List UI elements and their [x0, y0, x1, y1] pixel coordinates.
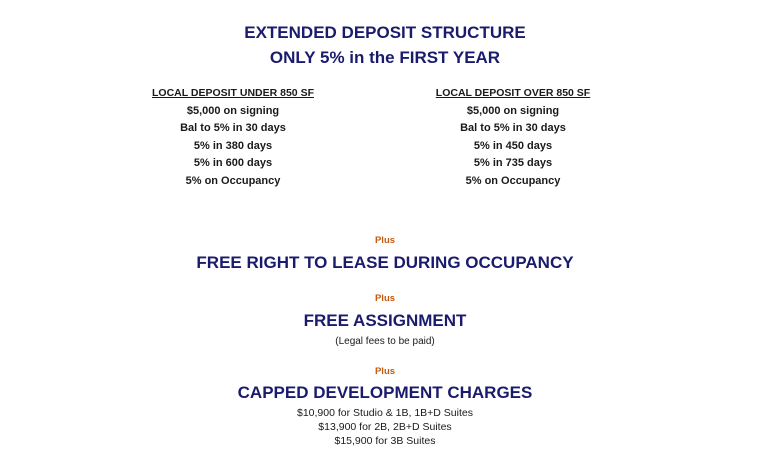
- deposit-under-item: 5% on Occupancy: [185, 174, 281, 187]
- main-subtitle: ONLY 5% in the FIRST YEAR: [269, 48, 501, 67]
- plus-label: Plus: [374, 293, 396, 304]
- deposit-over-850: [363, 85, 663, 190]
- charge-line: $15,900 for 3B Suites: [334, 435, 436, 447]
- free-right-to-lease-heading: FREE RIGHT TO LEASE DURING OCCUPANCY: [196, 253, 574, 272]
- legal-fees-note: (Legal fees to be paid): [335, 336, 435, 347]
- deposit-under-item: Bal to 5% in 30 days: [180, 122, 286, 134]
- deposit-over-item: 5% in 450 days: [473, 139, 553, 152]
- deposit-over-item: 5% in 735 days: [473, 157, 553, 169]
- capped-development-charges-heading: CAPPED DEVELOPMENT CHARGES: [237, 383, 533, 402]
- deposit-under-850: [83, 85, 383, 190]
- deposit-under-item: 5% in 380 days: [193, 139, 273, 152]
- plus-label: Plus: [374, 366, 396, 377]
- deposit-under-item: $5,000 on signing: [186, 104, 280, 117]
- deposit-under-item: 5% in 600 days: [193, 157, 273, 169]
- deposit-over-item: $5,000 on signing: [466, 104, 560, 117]
- plus-label: Plus: [374, 235, 396, 246]
- charge-line: $13,900 for 2B, 2B+D Suites: [318, 421, 452, 433]
- charge-line: $10,900 for Studio & 1B, 1B+D Suites: [297, 407, 473, 419]
- main-title: EXTENDED DEPOSIT STRUCTURE: [244, 23, 526, 42]
- deposit-over-item: 5% on Occupancy: [465, 174, 561, 187]
- deposit-under-heading: LOCAL DEPOSIT UNDER 850 SF: [151, 87, 314, 99]
- deposit-over-item: Bal to 5% in 30 days: [460, 122, 566, 134]
- development-charges-list: [0, 406, 770, 448]
- free-assignment-heading: FREE ASSIGNMENT: [303, 311, 467, 330]
- deposit-over-heading: LOCAL DEPOSIT OVER 850 SF: [435, 87, 591, 99]
